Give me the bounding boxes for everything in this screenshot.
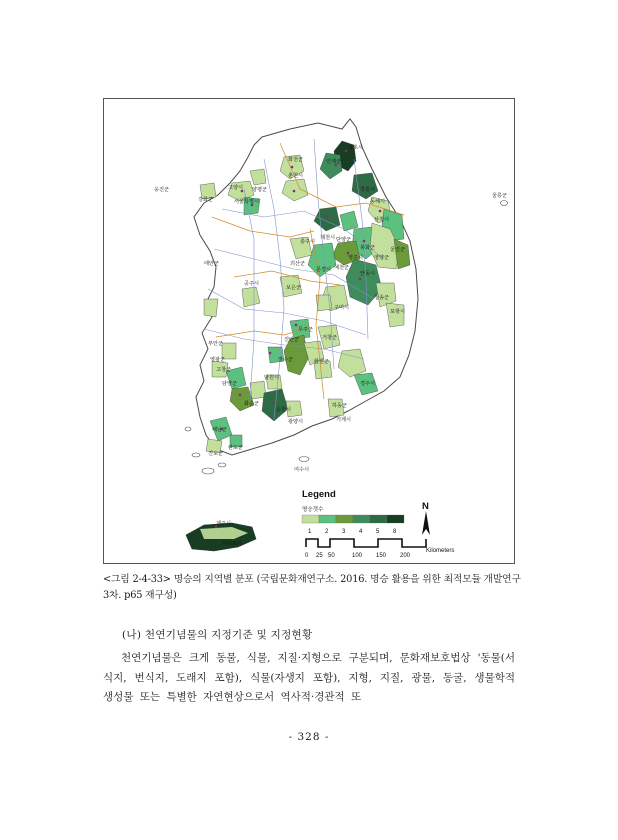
place-label: 서귀포시 [222, 541, 243, 547]
legend-swatches [302, 515, 404, 523]
place-label: 남원시 [264, 375, 280, 381]
place-label: 경주시 [360, 381, 376, 387]
legend-swatch [319, 515, 336, 523]
legend-swatch [370, 515, 387, 523]
place-label: 영주시 [348, 255, 364, 261]
place-label: 합천군 [314, 359, 330, 365]
north-arrow-icon [422, 501, 430, 535]
body-text: 천연기념물은 크게 동물, 식물, 지질·지형으로 구분되며, 문화재보호법상 '동물(서식지, 번식지, 도래지 포함), 식물(자생지 포함), 지형, 지질, 광물, 동굴, 생물학적 생성물 또는 특별한 자연현상으로서 역사적·경관적 또 [103, 652, 515, 703]
place-label: 봉화군 [360, 245, 376, 251]
place-label: 부안군 [208, 341, 224, 347]
legend-swatch [353, 515, 370, 523]
figure-caption: <그림 2-4-33> 명승의 지역별 분포 (국립문화재연구소. 2016. 명승 활용을 위한 최적모듈 개발연구 3차. p65 재구성) [103, 574, 521, 601]
legend-class-label: 2 [325, 529, 329, 535]
place-label: 영양군 [374, 255, 390, 261]
scale-tick-label: 50 [328, 553, 335, 559]
scale-tick-label: 100 [352, 553, 363, 559]
korea-map [104, 99, 515, 564]
place-label: 괴산군 [290, 261, 306, 267]
place-label: 해남군 [212, 427, 228, 433]
place-label: 화순군 [244, 401, 260, 407]
place-label: 강릉시 [360, 187, 376, 193]
place-label: 거제시 [336, 417, 352, 423]
legend-class-label: 3 [342, 529, 346, 535]
place-label: 고창군 [216, 367, 232, 373]
place-label: 울진군 [390, 247, 406, 253]
page-number: - 328 - [288, 731, 330, 743]
place-label: 보은군 [286, 285, 302, 291]
place-label: 완도군 [228, 445, 244, 451]
legend-class-label: 4 [359, 529, 363, 535]
place-label: 인제군 [326, 159, 342, 165]
place-label: 충주시 [300, 239, 316, 245]
place-label: 단양군 [336, 237, 352, 243]
legend-subtitle: 명승갯수 [302, 507, 324, 513]
scale-unit: Kilometers [426, 548, 455, 554]
legend-class-label: 5 [376, 529, 380, 535]
place-label: 담양군 [222, 381, 238, 387]
legend-labels [308, 529, 397, 535]
place-label: 울릉군 [492, 193, 508, 199]
place-label: 공주시 [244, 281, 260, 287]
place-label: 무주군 [298, 327, 314, 333]
place-label: 거창군 [322, 335, 338, 341]
legend-class-label: 1 [308, 529, 312, 535]
place-label: 서울특별시 [234, 199, 260, 205]
place-label: 화천군 [288, 157, 304, 163]
place-label: 양평군 [252, 187, 268, 193]
scale-ticks [305, 553, 411, 559]
place-label: 춘천시 [288, 173, 304, 179]
legend-swatch [387, 515, 404, 523]
scale-tick-label: 200 [400, 553, 411, 559]
place-label: 영광군 [210, 357, 226, 363]
map-legend [302, 489, 404, 535]
place-label: 포항시 [390, 309, 406, 315]
legend-title: Legend [302, 489, 336, 500]
scale-tick-label: 150 [376, 553, 387, 559]
place-label: 동해시 [370, 199, 386, 205]
svg-text:N: N [422, 501, 429, 512]
place-label: 고양시 [228, 185, 244, 191]
legend-swatch [336, 515, 353, 523]
place-label: 여수시 [294, 467, 310, 473]
place-label: 삼척시 [374, 217, 390, 223]
section-heading: (나) 천연기념물의 지정기준 및 지정현황 [122, 629, 313, 641]
place-label: 하동군 [332, 403, 348, 409]
place-label: 제천시 [320, 235, 336, 241]
place-label: 강화군 [198, 197, 214, 203]
scale-tick-label: 25 [316, 553, 323, 559]
map-figure [103, 98, 515, 564]
place-label: 안동시 [360, 271, 376, 277]
place-label: 장수군 [278, 357, 294, 363]
legend-swatch [302, 515, 319, 523]
place-label: 광양시 [288, 419, 304, 425]
place-label: 태안군 [204, 261, 220, 267]
place-label: 예천군 [334, 265, 350, 271]
place-label: 옹진군 [154, 187, 170, 193]
body-paragraph [103, 649, 515, 708]
place-label: 진도군 [208, 451, 224, 457]
legend-class-label: 8 [393, 529, 397, 535]
place-label: 진안군 [284, 337, 300, 343]
place-label: 문경시 [316, 267, 332, 273]
place-label: 속초시 [348, 145, 364, 151]
place-label: 구미시 [334, 305, 350, 311]
place-label: 제주시 [216, 521, 232, 527]
scale-tick-label: 0 [305, 553, 309, 559]
scale-bar [305, 539, 454, 559]
place-label: 순천시 [276, 407, 292, 413]
place-label: 청송군 [374, 295, 390, 301]
